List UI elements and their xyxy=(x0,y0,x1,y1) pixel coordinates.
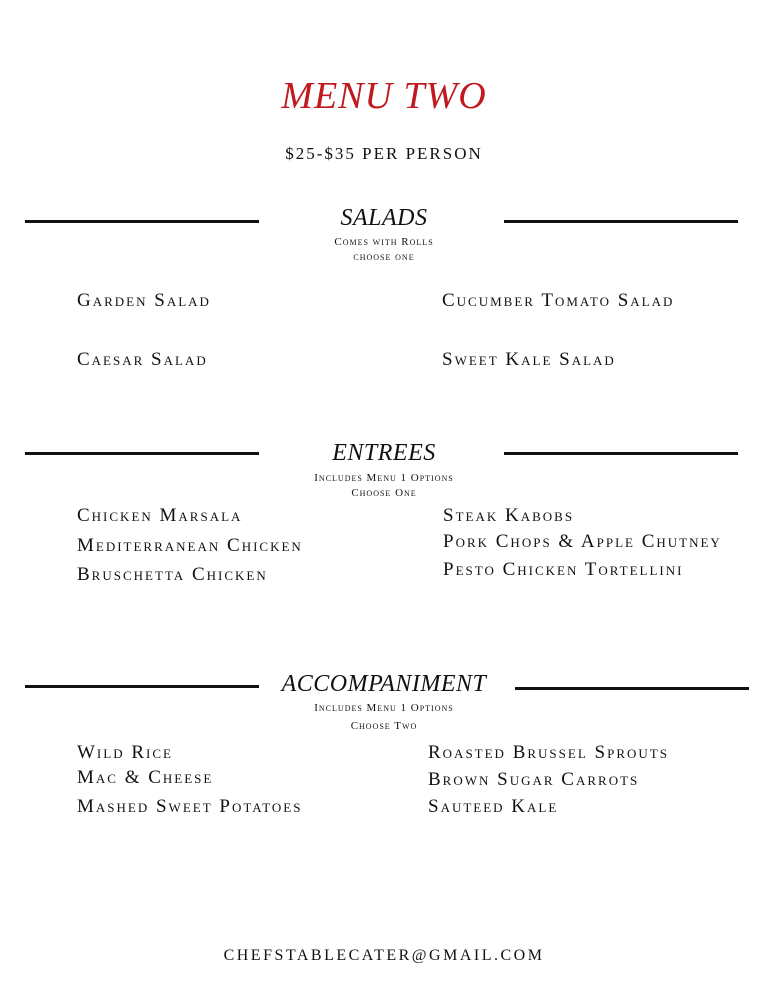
salads-divider-left xyxy=(25,220,259,223)
menu-item: Mashed Sweet Potatoes xyxy=(77,796,303,817)
menu-item: Wild Rice xyxy=(77,742,173,763)
entrees-note: Includes Menu 1 Options xyxy=(314,472,454,484)
menu-item: Brown Sugar Carrots xyxy=(428,769,640,790)
accompaniment-divider-right xyxy=(515,687,749,690)
salads-note: Comes with Rolls xyxy=(334,236,434,248)
menu-item: Pesto Chicken Tortellini xyxy=(443,559,684,580)
menu-item: Roasted Brussel Sprouts xyxy=(428,742,669,763)
menu-item: Sweet Kale Salad xyxy=(442,349,616,370)
menu-item: Mac & Cheese xyxy=(77,767,214,788)
salads-divider-right xyxy=(504,220,738,223)
menu-item: Caesar Salad xyxy=(77,349,208,370)
menu-item: Steak Kabobs xyxy=(443,505,575,526)
price-range: $25-$35 PER PERSON xyxy=(285,144,483,163)
entrees-choice-note: Choose One xyxy=(351,487,417,499)
contact-email: CHEFSTABLECATER@GMAIL.COM xyxy=(223,947,545,964)
menu-item: Cucumber Tomato Salad xyxy=(442,290,675,311)
page-title: MENU TWO xyxy=(281,75,487,117)
menu-item: Chicken Marsala xyxy=(77,505,243,526)
entrees-divider-right xyxy=(504,452,738,455)
salads-heading: SALADS xyxy=(340,205,428,231)
menu-item: Mediterranean Chicken xyxy=(77,535,303,556)
entrees-divider-left xyxy=(25,452,259,455)
accompaniment-note: Includes Menu 1 Options xyxy=(314,702,454,714)
menu-item: Pork Chops & Apple Chutney xyxy=(443,531,722,552)
accompaniment-divider-left xyxy=(25,685,259,688)
entrees-heading: ENTREES xyxy=(332,440,436,466)
accompaniment-choice-note: Choose Two xyxy=(350,720,418,732)
accompaniment-heading: ACCOMPANIMENT xyxy=(281,671,487,697)
salads-choice-note: choose one xyxy=(353,251,415,263)
menu-item: Sauteed Kale xyxy=(428,796,559,817)
menu-item: Bruschetta Chicken xyxy=(77,564,268,585)
menu-item: Garden Salad xyxy=(77,290,211,311)
